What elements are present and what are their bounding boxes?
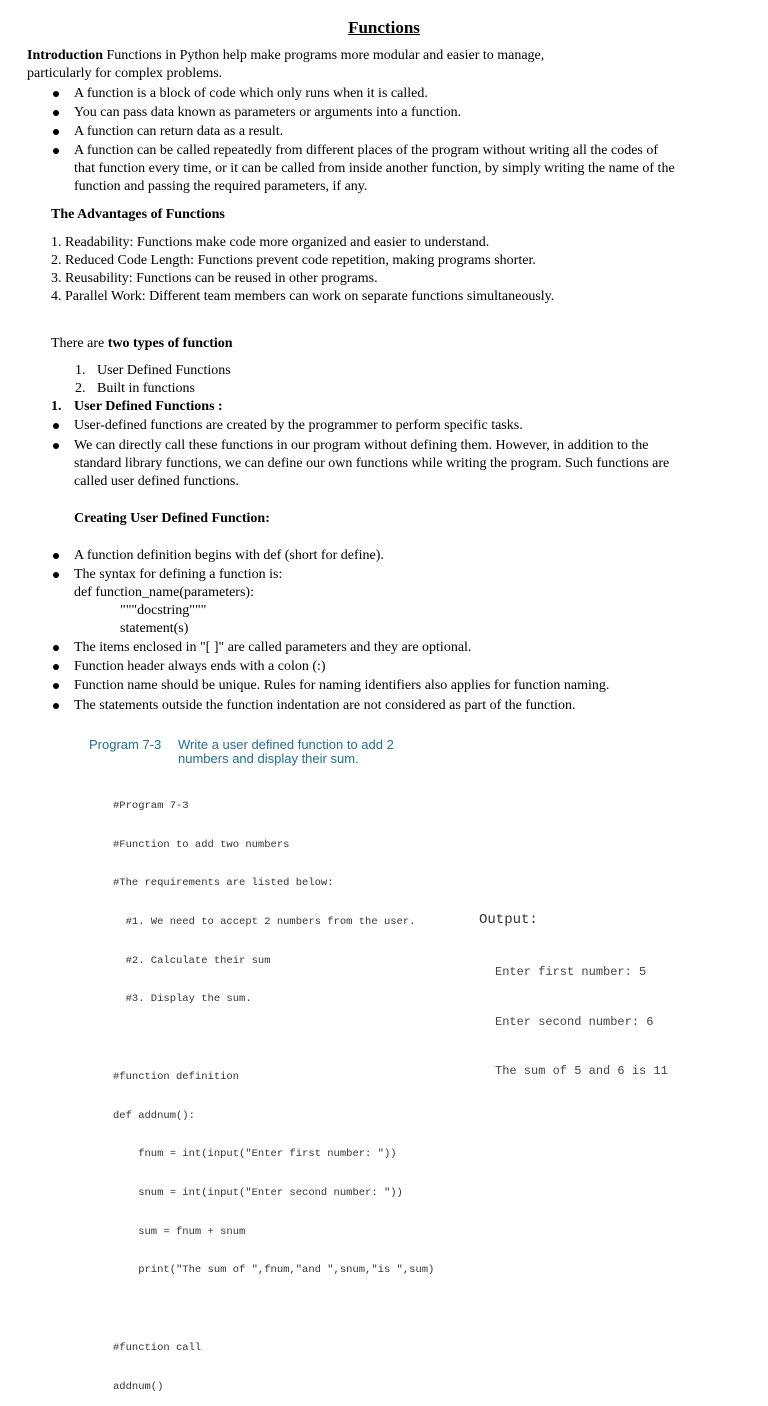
list-item: A function is a block of code which only runs when it is called.: [74, 86, 428, 101]
bullet-icon: [53, 683, 59, 689]
list-item: A function definition begins with def (short for define).: [74, 548, 384, 563]
udf-heading: User Defined Functions :: [74, 399, 223, 414]
syntax-line: """docstring""": [120, 603, 207, 618]
code-line: #function call: [113, 1341, 202, 1354]
udf-num: 1.: [51, 399, 62, 414]
intro-text-2: particularly for complex problems.: [27, 66, 223, 81]
bullet-icon: [53, 572, 59, 578]
list-item: The statements outside the function indentation are not considered as part of the function.: [74, 698, 576, 713]
list-item: The syntax for defining a function is:: [74, 567, 283, 582]
type-item-num: 2.: [75, 381, 86, 396]
bullet-icon: [53, 645, 59, 651]
list-item: You can pass data known as parameters or arguments into a function.: [74, 105, 462, 120]
intro-text-1: Functions in Python help make programs more modular and easier to manage,: [102, 48, 545, 63]
output-block: [495, 931, 668, 1096]
advantage-item: 2. Reduced Code Length: Functions prevent code repetition, making programs shorter.: [51, 253, 536, 268]
list-item: User-defined functions are created by the programmer to perform specific tasks.: [74, 418, 523, 433]
bullet-icon: [53, 148, 59, 154]
list-item-continuation: called user defined functions.: [74, 474, 239, 489]
code-line: #3. Display the sum.: [113, 993, 252, 1006]
syntax-line: statement(s): [120, 621, 189, 636]
code-line: fnum = int(input("Enter first number: ")): [113, 1148, 397, 1161]
advantage-item: 4. Parallel Work: Different team members can work on separate functions simultaneously.: [51, 289, 555, 304]
syntax-line: def function_name(parameters):: [74, 585, 254, 600]
code-line: #1. We need to accept 2 numbers from the user.: [113, 915, 416, 928]
type-item-num: 1.: [75, 363, 86, 378]
bullet-icon: [53, 664, 59, 670]
code-line: def addnum():: [113, 1109, 195, 1122]
code-line: #Function to add two numbers: [113, 838, 290, 851]
list-item: Function name should be unique. Rules for naming identifiers also applies for function naming.: [74, 678, 610, 693]
types-bold: two types of function: [107, 336, 233, 351]
creating-heading: Creating User Defined Function:: [74, 511, 270, 526]
bullet-icon: [53, 553, 59, 559]
intro-label: Introduction: [27, 48, 103, 63]
code-line: [113, 1303, 434, 1316]
code-line: snum = int(input("Enter second number: ")): [113, 1187, 403, 1199]
code-line: sum = fnum + snum: [113, 1225, 246, 1238]
list-item: We can directly call these functions in our program without defining them. However, in addition to the: [74, 438, 649, 453]
program-desc-1: Write a user defined function to add 2: [178, 737, 394, 752]
list-item-continuation: that function every time, or it can be called from inside another function, by simply writing the name of the: [74, 161, 675, 176]
type-item-label: User Defined Functions: [97, 363, 231, 378]
advantages-heading: The Advantages of Functions: [51, 207, 225, 222]
list-item: Function header always ends with a colon (:): [74, 659, 326, 674]
code-line: [113, 1032, 434, 1045]
list-item-continuation: standard library functions, we can define our own functions while writing the program. Such functions are: [74, 456, 670, 471]
output-line: Enter first number: 5: [495, 965, 647, 979]
type-item-label: Built in functions: [97, 381, 195, 396]
list-item: A function can be called repeatedly from different places of the program without writing all the codes of: [74, 143, 659, 158]
bullet-icon: [53, 110, 59, 116]
advantage-item: 3. Reusability: Functions can be reused in other programs.: [51, 271, 378, 286]
code-block: [113, 774, 434, 1406]
program-label: Program 7-3: [89, 737, 162, 752]
output-heading: Output:: [479, 912, 538, 928]
bullet-icon: [53, 703, 59, 709]
code-line: #Program 7-3: [113, 799, 189, 812]
code-line: #2. Calculate their sum: [113, 954, 271, 967]
program-desc-2: numbers and display their sum.: [178, 751, 359, 766]
bullet-icon: [53, 443, 59, 449]
list-item: The items enclosed in "[ ]" are called parameters and they are optional.: [74, 640, 472, 655]
output-line: The sum of 5 and 6 is 11: [495, 1064, 668, 1078]
bullet-icon: [53, 91, 59, 97]
bullet-icon: [53, 423, 59, 429]
types-prefix: There are: [51, 336, 108, 351]
output-line: Enter second number: 6: [495, 1014, 654, 1029]
code-line: print("The sum of ",fnum,"and ",snum,"is ",sum): [113, 1264, 435, 1277]
code-line: addnum(): [113, 1380, 164, 1393]
advantage-item: 1. Readability: Functions make code more organized and easier to understand.: [51, 235, 490, 250]
page-title: Functions: [348, 18, 420, 37]
types-intro: [51, 335, 233, 353]
code-line: #The requirements are listed below:: [113, 877, 334, 890]
code-line: #function definition: [113, 1070, 240, 1083]
list-item: A function can return data as a result.: [74, 124, 284, 139]
intro-line-1: [27, 47, 544, 65]
bullet-icon: [53, 129, 59, 135]
list-item-continuation: function and passing the required parameters, if any.: [74, 179, 368, 194]
